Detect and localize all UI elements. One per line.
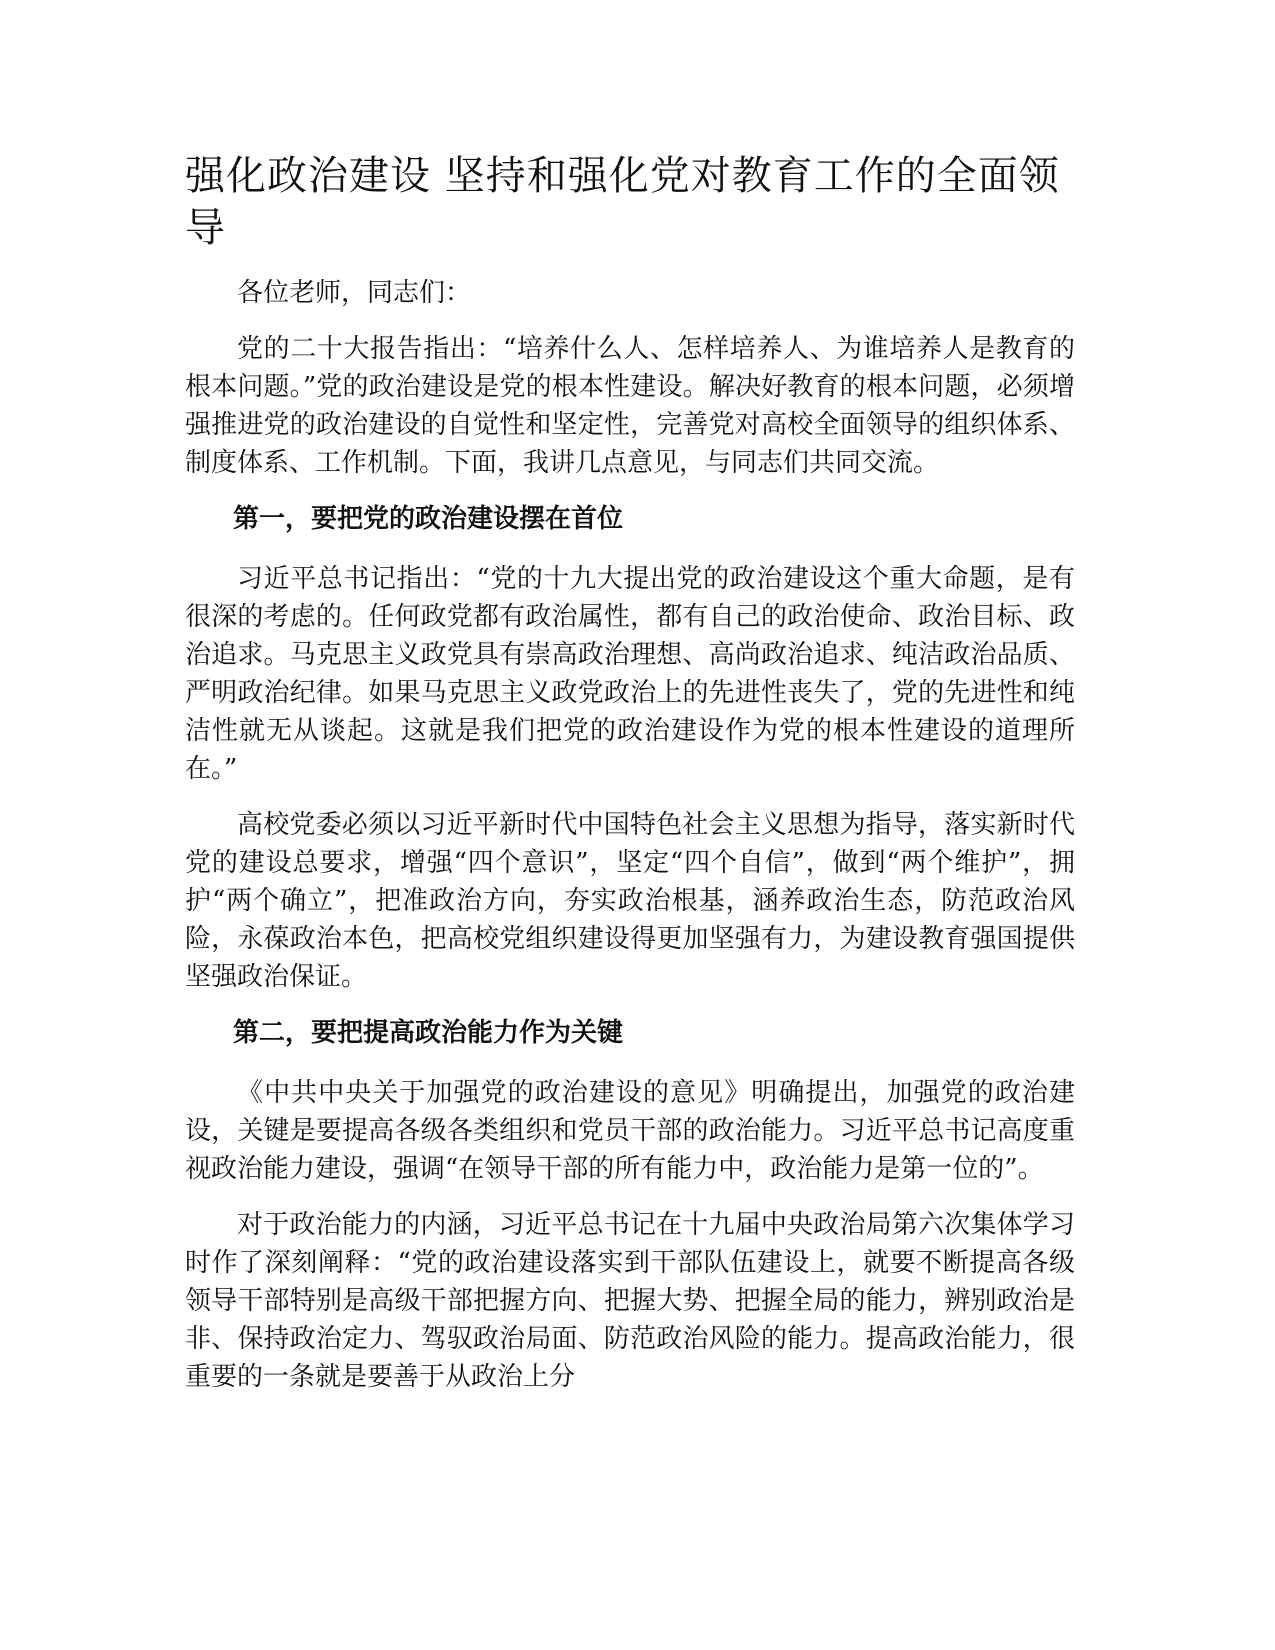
section-heading-2: 第二，要把提高政治能力作为关键 [233, 1018, 624, 1048]
section1-paragraph-2: 高校党委必须以习近平新时代中国特色社会主义思想为指导，落实新时代党的建设总要求，增强“四个意识”，坚定“四个自信”，做到“两个维护”，拥护“两个确立”，把准政治方向，夯实政治根基，涵养政治生态，防范政治风险，永葆政治本色，把高校党组织建设得更加坚强有力，为建设教育强国提供坚强政治保证。 [185, 810, 1075, 992]
section2-paragraph-2: 对于政治能力的内涵，习近平总书记在十九届中央政治局第六次集体学习时作了深刻阐释：“党的政治建设落实到干部队伍建设上，就要不断提高各级领导干部特别是高级干部把握方向、把握大势、把握全局的能力，辨别政治是非、保持政治定力、驾驭政治局面、防范政治风险的能力。提高政治能力，很重要的一条就是要善于从政治上分 [185, 1210, 1075, 1392]
salutation: 各位老师，同志们： [237, 278, 472, 308]
section1-paragraph-1: 习近平总书记指出：“党的十九大提出党的政治建设这个重大命题，是有很深的考虑的。任何政党都有政治属性，都有自己的政治使命、政治目标、政治追求。马克思主义政党具有崇高政治理想、高尚政治追求、纯洁政治品质、严明政治纪律。如果马克思主义政党政治上的先进性丧失了，党的先进性和纯洁性就无从谈起。这就是我们把党的政治建设作为党的根本性建设的道理所在。” [185, 564, 1075, 784]
document-page [185, 150, 1075, 1414]
document-title: 强化政治建设 坚持和强化党对教育工作的全面领导 [185, 153, 1060, 251]
section-heading-1: 第一，要把党的政治建设摆在首位 [233, 504, 624, 534]
section2-paragraph-1: 《中共中央关于加强党的政治建设的意见》明确提出，加强党的政治建设，关键是要提高各级各类组织和党员干部的政治能力。习近平总书记高度重视政治能力建设，强调“在领导干部的所有能力中，政治能力是第一位的”。 [185, 1078, 1075, 1184]
intro-paragraph: 党的二十大报告指出：“培养什么人、怎样培养人、为谁培养人是教育的根本问题。”党的政治建设是党的根本性建设。解决好教育的根本问题，必须增强推进党的政治建设的自觉性和坚定性，完善党对高校全面领导的组织体系、制度体系、工作机制。下面，我讲几点意见，与同志们共同交流。 [185, 334, 1075, 478]
